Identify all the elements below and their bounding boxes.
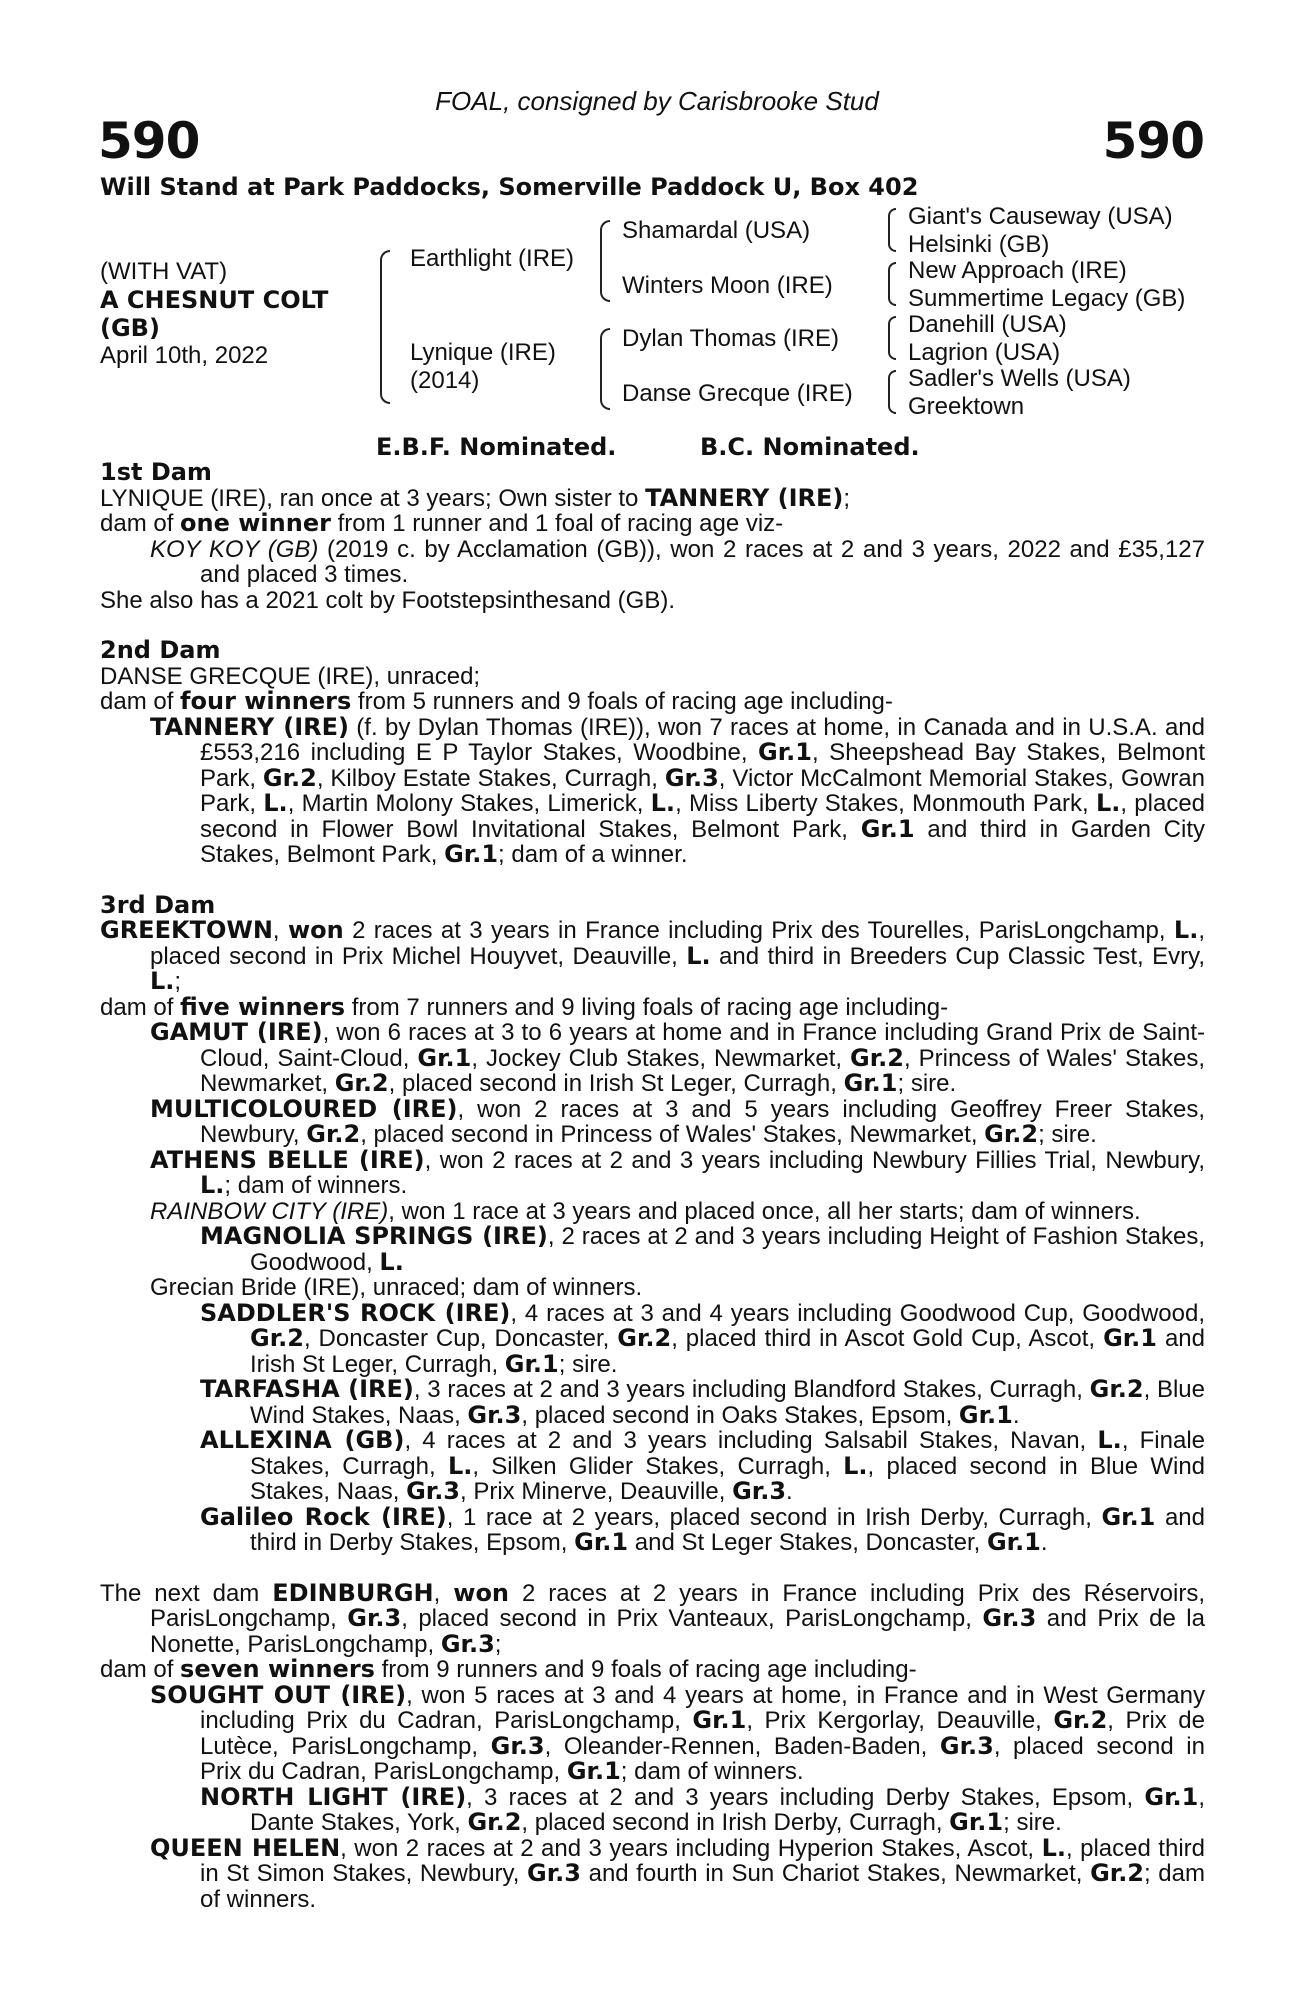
produce-tannery: TANNERY (IRE) (f. by Dylan Thomas (IRE)), won 7 races at home, in Canada and in U.S.A. and £553,216 including E P Taylor Stakes, Woodbine, Gr.1, Sheepshead Bay Stakes, Belmont Park, Gr.2, Kilboy Estate Stakes, Curragh, Gr.3, Victor McCalmont Memorial Stakes, Gowran Park, L., Martin Molony Stakes, Limerick, L., Miss Liberty Stakes, Monmouth Park, L., placed second in Flower Bowl Invitational Stakes, Belmont Park, Gr.1 and third in Garden City Stakes, Belmont Park, Gr.1; dam of a winner. xyxy=(150,712,1206,868)
consignment-line: FOAL, consigned by Carisbrooke Stud xyxy=(435,86,879,116)
pedigree-brace-g2 xyxy=(888,262,896,306)
first-dam-produce-summary: dam of one winner from 1 runner and 1 foal of racing age viz- xyxy=(100,509,784,537)
ggp-1: Giant's Causeway (USA) xyxy=(908,203,1173,230)
lot-number-left: 590 xyxy=(98,112,200,170)
foaling-date: April 10th, 2022 xyxy=(100,342,269,369)
produce-saddlers-rock: SADDLER'S ROCK (IRE), 4 races at 3 and 4 years including Goodwood Cup, Goodwood, Gr.2, Doncaster Cup, Doncaster, Gr.2, placed third in Ascot Gold Cup, Ascot, Gr.1 and Irish St Leger, Curragh, Gr.1; sire. xyxy=(200,1298,1205,1378)
produce-queen-helen: QUEEN HELEN, won 2 races at 2 and 3 years including Hyperion Stakes, Ascot, L., placed third in St Simon Stakes, Newbury, Gr.3 and fourth in Sun Chariot Stakes, Newmarket, Gr.2; dam of winners. xyxy=(150,1833,1205,1913)
sire: Earthlight (IRE) xyxy=(410,245,575,272)
ggp-5: Danehill (USA) xyxy=(908,311,1067,338)
first-dam-line: LYNIQUE (IRE), ran once at 3 years; Own sister to TANNERY (IRE); xyxy=(100,483,851,512)
second-dam-heading: 2nd Dam xyxy=(100,636,221,664)
next-dam-produce-summary: dam of seven winners from 9 runners and 9 foals of racing age including- xyxy=(100,1655,917,1683)
colt-origin: (GB) xyxy=(100,314,160,342)
first-dam-also: She also has a 2021 colt by Footstepsinthesand (GB). xyxy=(100,586,676,614)
second-dam-line: DANSE GRECQUE (IRE), unraced; xyxy=(100,662,481,690)
pedigree-brace-g4 xyxy=(888,370,896,414)
next-dam-edinburgh: The next dam EDINBURGH, won 2 races at 2 years in France including Prix des Réservoirs, ParisLongchamp, Gr.3, placed second in Prix Vanteaux, ParisLongchamp, Gr.3 and Prix de la Nonette, ParisLongchamp, Gr.3; xyxy=(100,1578,1205,1658)
ebf-nomination: E.B.F. Nominated. xyxy=(376,433,617,461)
vat-note: (WITH VAT) xyxy=(100,258,228,285)
subject-info xyxy=(100,258,328,370)
produce-magnolia-springs: MAGNOLIA SPRINGS (IRE), 2 races at 2 and 3 years including Height of Fashion Stakes, Goodwood, L. xyxy=(200,1222,1205,1276)
first-dam-heading: 1st Dam xyxy=(100,458,212,486)
produce-allexina: ALLEXINA (GB), 4 races at 2 and 3 years including Salsabil Stakes, Navan, L., Finale Stakes, Curragh, L., Silken Glider Stakes, Curragh, L., placed second in Blue Wind Stakes, Naas, Gr.3, Prix Minerve, Deauville, Gr.3. xyxy=(200,1426,1206,1505)
produce-north-light: NORTH LIGHT (IRE), 3 races at 2 and 3 years including Derby Stakes, Epsom, Gr.1, Dante Stakes, York, Gr.2, placed second in Irish Derby, Curragh, Gr.1; sire. xyxy=(200,1782,1205,1836)
produce-koy-koy: KOY KOY (GB) (2019 c. by Acclamation (GB)), won 2 races at 2 and 3 years, 2022 and £35,127 and placed 3 times. xyxy=(150,535,1205,588)
dam-year: (2014) xyxy=(410,367,480,394)
produce-sought-out: SOUGHT OUT (IRE), won 5 races at 3 and 4 years at home, in France and in West Germany including Prix du Cadran, ParisLongchamp, Gr.1, Prix Kergorlay, Deauville, Gr.2, Prix de Lutèce, ParisLongchamp, Gr.3, Oleander-Rennen, Baden-Baden, Gr.3, placed second in Prix du Cadran, ParisLongchamp, Gr.1; dam of winners. xyxy=(150,1680,1206,1785)
produce-tarfasha: TARFASHA (IRE), 3 races at 2 and 3 years including Blandford Stakes, Curragh, Gr.2, Blue Wind Stakes, Naas, Gr.3, placed second in Oaks Stakes, Epsom, Gr.1. xyxy=(200,1375,1206,1429)
produce-rainbow-city: RAINBOW CITY (IRE), won 1 race at 3 years and placed once, all her starts; dam of winners. xyxy=(150,1197,1141,1225)
sire-sire: Shamardal (USA) xyxy=(622,217,811,244)
dam: Lynique (IRE) xyxy=(410,339,556,366)
catalogue-body xyxy=(100,460,1205,1912)
ggp-6: Lagrion (USA) xyxy=(908,339,1061,366)
colt-description: A CHESNUT COLT xyxy=(100,286,329,314)
pedigree-brace-g3 xyxy=(888,316,896,360)
ggp-3: New Approach (IRE) xyxy=(908,257,1127,284)
bc-nomination: B.C. Nominated. xyxy=(700,433,920,461)
produce-gamut: GAMUT (IRE), won 6 races at 3 to 6 years at home and in France including Grand Prix de Saint-Cloud, Saint-Cloud, Gr.1, Jockey Club Stakes, Newmarket, Gr.2, Princess of Wales' Stakes, Newmarket, Gr.2, placed second in Irish St Leger, Curragh, Gr.1; sire. xyxy=(150,1018,1206,1097)
produce-athens-belle: ATHENS BELLE (IRE), won 2 races at 2 and 3 years including Newbury Fillies Trial, Newbury, L.; dam of winners. xyxy=(150,1145,1205,1199)
produce-grecian-bride: Grecian Bride (IRE), unraced; dam of winners. xyxy=(150,1274,643,1301)
dam-sire: Dylan Thomas (IRE) xyxy=(622,325,839,352)
ggp-7: Sadler's Wells (USA) xyxy=(908,365,1131,392)
pedigree-brace-main xyxy=(380,250,390,404)
third-dam-produce-summary: dam of five winners from 7 runners and 9 living foals of racing age including- xyxy=(100,992,949,1021)
second-dam-produce-summary: dam of four winners from 5 runners and 9 foals of racing age including- xyxy=(100,687,893,715)
produce-multicoloured: MULTICOLOURED (IRE), won 2 races at 3 and 5 years including Geoffrey Freer Stakes, Newbury, Gr.2, placed second in Princess of Wales' Stakes, Newmarket, Gr.2; sire. xyxy=(150,1094,1205,1148)
pedigree-brace-dam xyxy=(600,328,610,410)
ggp-2: Helsinki (GB) xyxy=(908,231,1050,258)
ggp-4: Summertime Legacy (GB) xyxy=(908,285,1186,312)
pedigree-brace-sire xyxy=(600,220,610,302)
sire-dam: Winters Moon (IRE) xyxy=(622,272,833,299)
pedigree-brace-g1 xyxy=(888,208,896,252)
ggp-8: Greektown xyxy=(908,393,1025,420)
third-dam-greektown: GREEKTOWN, won 2 races at 3 years in France including Prix des Tourelles, ParisLongchamp, L., placed second in Prix Michel Houyvet, Deauville, L. and third in Breeders Cup Classic Test, Evry, L.; xyxy=(100,916,1205,995)
produce-galileo-rock: Galileo Rock (IRE), 1 race at 2 years, placed second in Irish Derby, Curragh, Gr.1 and third in Derby Stakes, Epsom, Gr.1 and St Leger Stakes, Doncaster, Gr.1. xyxy=(200,1502,1206,1556)
lot-number-right: 590 xyxy=(1102,112,1204,170)
stand-location: Will Stand at Park Paddocks, Somerville Paddock U, Box 402 xyxy=(100,173,919,201)
dam-dam: Danse Grecque (IRE) xyxy=(622,380,853,407)
third-dam-heading: 3rd Dam xyxy=(100,890,216,919)
